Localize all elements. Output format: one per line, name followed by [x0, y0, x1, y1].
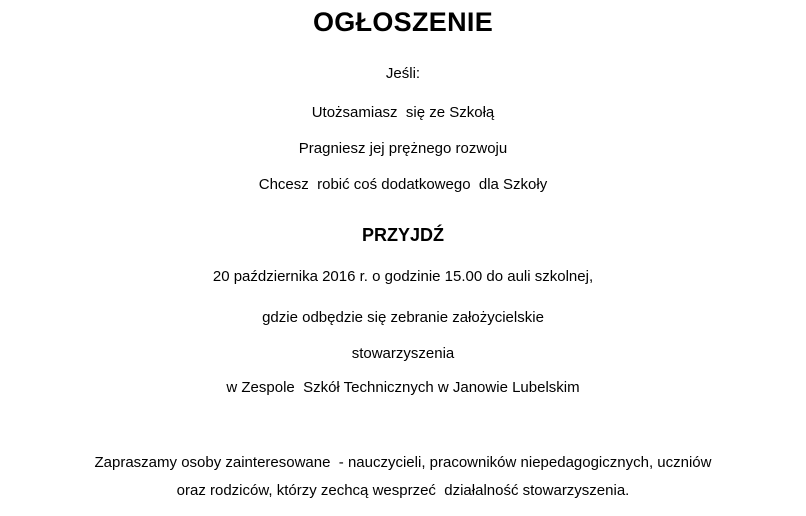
event-detail-line: 20 października 2016 r. o godzinie 15.00 do auli szkolnej,	[212, 268, 594, 285]
event-detail-line: gdzie odbędzie się zebranie założycielskie	[262, 309, 544, 326]
announcement-title: OGŁOSZENIE	[312, 7, 494, 37]
event-detail-line: stowarzyszenia	[351, 345, 455, 362]
condition-line: Chcesz robić coś dodatkowego dla Szkoły	[258, 176, 548, 193]
condition-line: Pragniesz jej prężnego rozwoju	[298, 140, 508, 157]
event-detail-line: w Zespole Szkół Technicznych w Janowie Lubelskim	[226, 379, 580, 396]
intro-text: Jeśli:	[385, 65, 421, 82]
condition-line: Utożsamiasz się ze Szkołą	[311, 104, 495, 121]
invitation-line: oraz rodziców, którzy zechcą wesprzeć działalność stowarzyszenia.	[176, 482, 630, 499]
invitation-line: Zapraszamy osoby zainteresowane - nauczycieli, pracowników niepedagogicznych, uczniów	[94, 454, 712, 471]
call-to-action-heading: PRZYJDŹ	[361, 225, 444, 245]
